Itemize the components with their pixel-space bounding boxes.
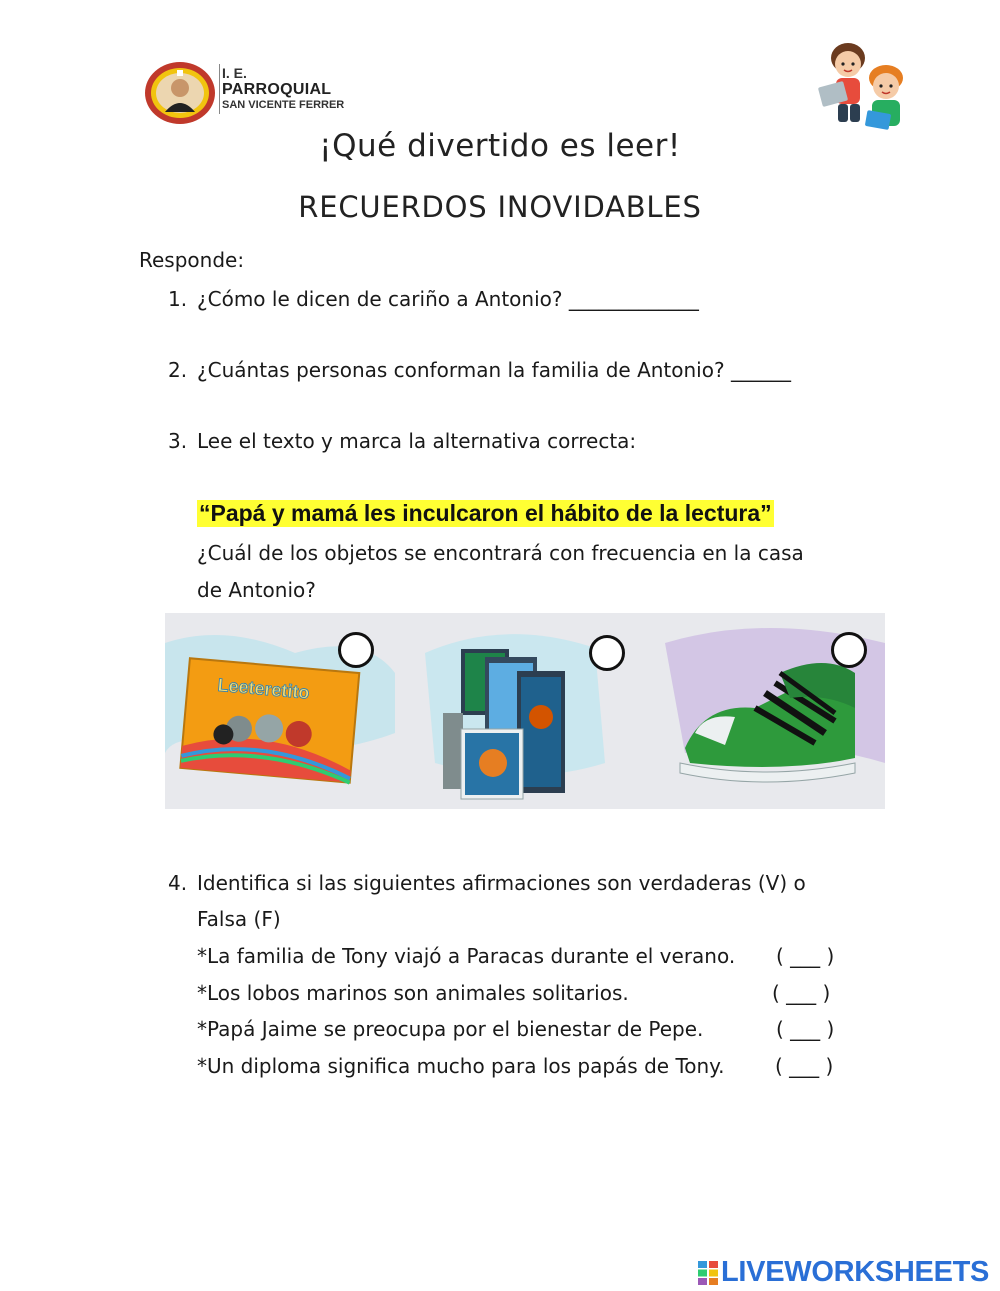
question-4-text: Identifica si las siguientes afirmaciones son verdaderas (V) o	[197, 871, 806, 895]
logo-divider	[219, 64, 220, 114]
options-picture-strip	[165, 613, 885, 809]
statement-1: *La familia de Tony viajó a Paracas durante el verano.	[197, 944, 736, 968]
question-3-line2: de Antonio?	[197, 578, 316, 602]
statement-1-answer-blank[interactable]: ( ___ )	[776, 944, 835, 968]
worksheet-title: ¡Qué divertido es leer!	[319, 128, 681, 164]
option-3-choice-circle[interactable]	[831, 632, 867, 668]
option-2-choice-circle[interactable]	[589, 635, 625, 671]
school-name: PARROQUIAL	[222, 81, 332, 98]
option-book-image	[180, 658, 359, 782]
highlighted-quote: “Papá y mamá les inculcaron el hábito de la lectura”	[199, 500, 772, 526]
school-crest-logo	[143, 60, 217, 126]
statement-4: *Un diploma significa mucho para los papás de Tony.	[197, 1054, 725, 1078]
question-3-number: 3.	[168, 429, 188, 453]
instruction-responde: Responde:	[139, 248, 245, 272]
liveworksheets-icon	[698, 1261, 718, 1285]
children-reading-illustration	[808, 38, 916, 142]
school-ie: I. E.	[222, 65, 247, 81]
statement-4-answer-blank[interactable]: ( ___ )	[775, 1054, 834, 1078]
question-3-text: Lee el texto y marca la alternativa correcta:	[197, 429, 637, 453]
statement-2-answer-blank[interactable]: ( ___ )	[772, 981, 831, 1005]
worksheet-subtitle: RECUERDOS INOVIDABLES	[298, 190, 702, 224]
question-4-number: 4.	[168, 871, 188, 895]
book-title: Leeteretito	[216, 674, 311, 703]
liveworksheets-wordmark: LIVEWORKSHEETS	[721, 1256, 990, 1288]
question-4-text-line2: Falsa (F)	[197, 907, 281, 931]
school-name-block	[222, 66, 344, 111]
liveworksheets-badge	[698, 1256, 989, 1289]
statement-3: *Papá Jaime se preocupa por el bienestar de Pepe.	[197, 1017, 704, 1041]
question-2-text[interactable]: ¿Cuántas personas conforman la familia de Antonio? ______	[197, 358, 791, 382]
statement-2: *Los lobos marinos son animales solitarios.	[197, 981, 629, 1005]
option-videogames-image	[443, 649, 565, 799]
question-1-text[interactable]: ¿Cómo le dicen de cariño a Antonio? _____________	[197, 287, 699, 311]
question-1-number: 1.	[168, 287, 188, 311]
option-1-choice-circle[interactable]	[338, 632, 374, 668]
question-2-number: 2.	[168, 358, 188, 382]
options-picture	[165, 613, 885, 809]
statement-3-answer-blank[interactable]: ( ___ )	[776, 1017, 835, 1041]
school-subname: SAN VICENTE FERRER	[222, 99, 345, 111]
question-3-line1: ¿Cuál de los objetos se encontrará con frecuencia en la casa	[197, 541, 804, 565]
